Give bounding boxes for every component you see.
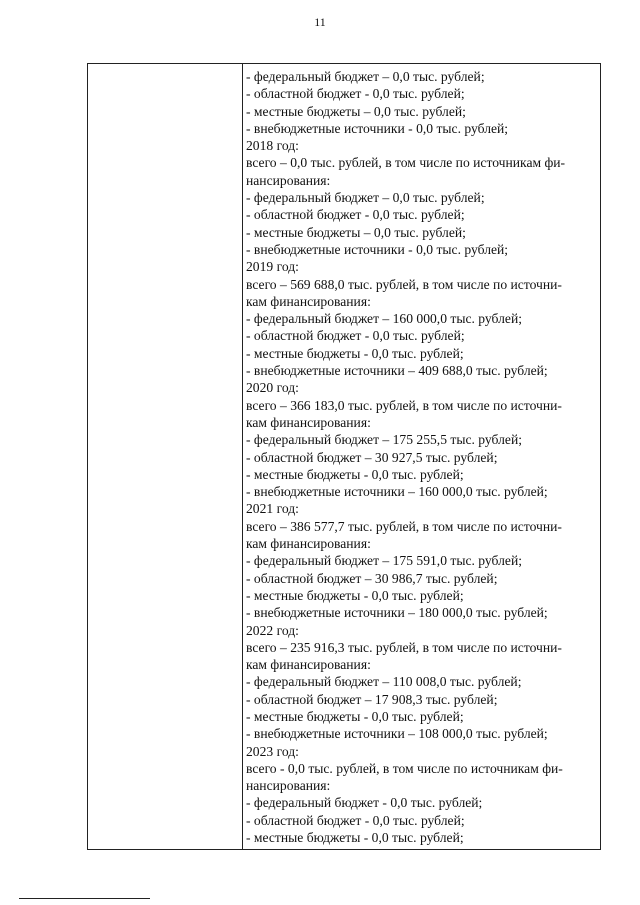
funding-line: - федеральный бюджет – 0,0 тыс. рублей; xyxy=(246,190,485,206)
table-right-cell xyxy=(243,64,600,849)
funding-total-line: всего – 235 916,3 тыс. рублей, в том числе по источни- xyxy=(246,639,562,655)
funding-total-line: всего – 569 688,0 тыс. рублей, в том числе по источни- xyxy=(246,276,562,292)
funding-line: - внебюджетные источники – 409 688,0 тыс. рублей; xyxy=(246,363,548,379)
funding-line: - федеральный бюджет – 160 000,0 тыс. рублей; xyxy=(246,311,522,327)
funding-line: - внебюджетные источники – 108 000,0 тыс. рублей; xyxy=(246,726,548,742)
funding-total-line: кам финансирования: xyxy=(246,414,371,430)
funding-line: - местные бюджеты - 0,0 тыс. рублей; xyxy=(246,466,464,482)
funding-line: - областной бюджет – 17 908,3 тыс. рублей; xyxy=(246,691,498,707)
funding-total-line: всего - 0,0 тыс. рублей, в том числе по источникам фи- xyxy=(246,760,563,776)
funding-total-line: кам финансирования: xyxy=(246,536,371,552)
funding-line: - областной бюджет - 0,0 тыс. рублей; xyxy=(246,86,465,102)
year-heading: 2022 год: xyxy=(246,622,299,638)
year-heading: 2019 год: xyxy=(246,259,299,275)
funding-total-line: кам финансирования: xyxy=(246,293,371,309)
funding-line: - внебюджетные источники – 180 000,0 тыс. рублей; xyxy=(246,605,548,621)
funding-line: - областной бюджет – 30 927,5 тыс. рублей; xyxy=(246,449,498,465)
funding-line: - внебюджетные источники – 160 000,0 тыс. рублей; xyxy=(246,484,548,500)
funding-line: - местные бюджеты - 0,0 тыс. рублей; xyxy=(246,587,464,603)
funding-line: - федеральный бюджет - 0,0 тыс. рублей; xyxy=(246,795,483,811)
funding-line: - внебюджетные источники - 0,0 тыс. рублей; xyxy=(246,120,509,136)
funding-line: - местные бюджеты – 0,0 тыс. рублей; xyxy=(246,224,466,240)
funding-total-line: нансирования: xyxy=(246,172,331,188)
funding-line: - областной бюджет – 30 986,7 тыс. рублей; xyxy=(246,570,498,586)
funding-line: - местные бюджеты - 0,0 тыс. рублей; xyxy=(246,830,464,846)
funding-line: - областной бюджет - 0,0 тыс. рублей; xyxy=(246,812,465,828)
funding-table xyxy=(87,63,601,850)
footnote-separator xyxy=(19,898,150,899)
funding-line: - местные бюджеты - 0,0 тыс. рублей; xyxy=(246,708,464,724)
funding-line: - внебюджетные источники - 0,0 тыс. рублей; xyxy=(246,241,509,257)
funding-line: - местные бюджеты - 0,0 тыс. рублей; xyxy=(246,345,464,361)
funding-line: - федеральный бюджет – 0,0 тыс. рублей; xyxy=(246,69,485,84)
funding-line: - областной бюджет - 0,0 тыс. рублей; xyxy=(246,328,465,344)
funding-line: - федеральный бюджет – 110 008,0 тыс. рублей; xyxy=(246,674,522,690)
page-number: 11 xyxy=(314,15,326,29)
funding-total-line: всего – 366 183,0 тыс. рублей, в том числе по источни- xyxy=(246,397,562,413)
table-left-cell xyxy=(88,64,243,849)
funding-line: - федеральный бюджет – 175 255,5 тыс. рублей; xyxy=(246,432,522,448)
funding-total-line: всего – 0,0 тыс. рублей, в том числе по источникам фи- xyxy=(246,155,566,171)
year-heading: 2018 год: xyxy=(246,138,299,154)
year-heading: 2021 год: xyxy=(246,501,299,517)
funding-line: - федеральный бюджет – 175 591,0 тыс. рублей; xyxy=(246,553,522,569)
funding-line: - местные бюджеты – 0,0 тыс. рублей; xyxy=(246,103,466,119)
year-heading: 2020 год: xyxy=(246,380,299,396)
funding-total-line: всего – 386 577,7 тыс. рублей, в том числе по источни- xyxy=(246,518,562,534)
funding-line: - областной бюджет - 0,0 тыс. рублей; xyxy=(246,207,465,223)
year-heading: 2023 год: xyxy=(246,743,299,759)
funding-total-line: кам финансирования: xyxy=(246,657,371,673)
funding-total-line: нансирования: xyxy=(246,778,331,794)
